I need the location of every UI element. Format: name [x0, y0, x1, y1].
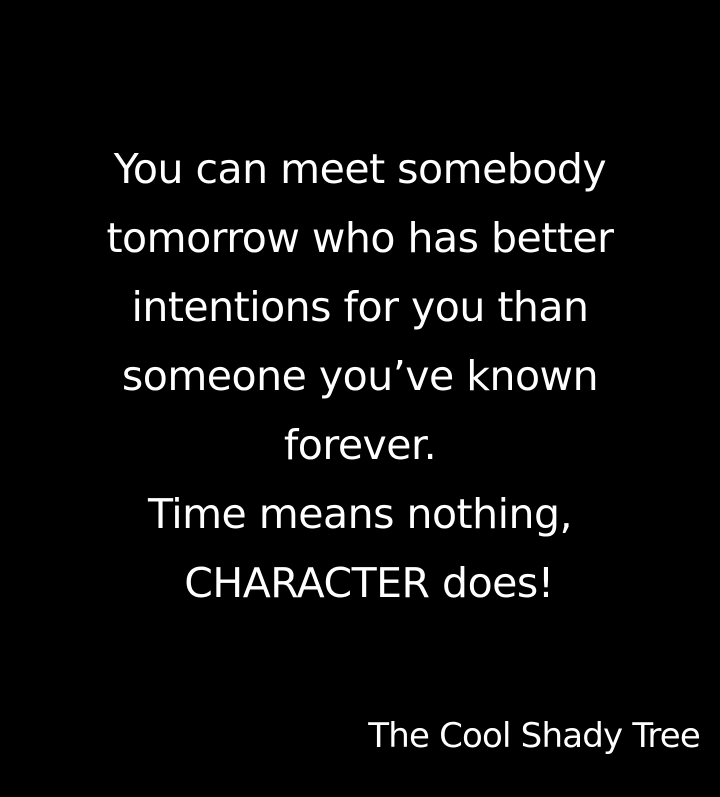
quote-line: someone you’ve known — [121, 352, 599, 400]
quote-line: intentions for you than — [131, 283, 589, 331]
attribution-text: The Cool Shady Tree — [368, 716, 700, 756]
quote-line: You can meet somebody — [113, 145, 607, 193]
quote-line: tomorrow who has better — [106, 214, 614, 262]
quote-line: Time means nothing, — [147, 490, 573, 538]
quote-line: CHARACTER does! — [184, 559, 554, 607]
quote-text — [0, 135, 720, 618]
quote-line: forever. — [283, 421, 437, 469]
